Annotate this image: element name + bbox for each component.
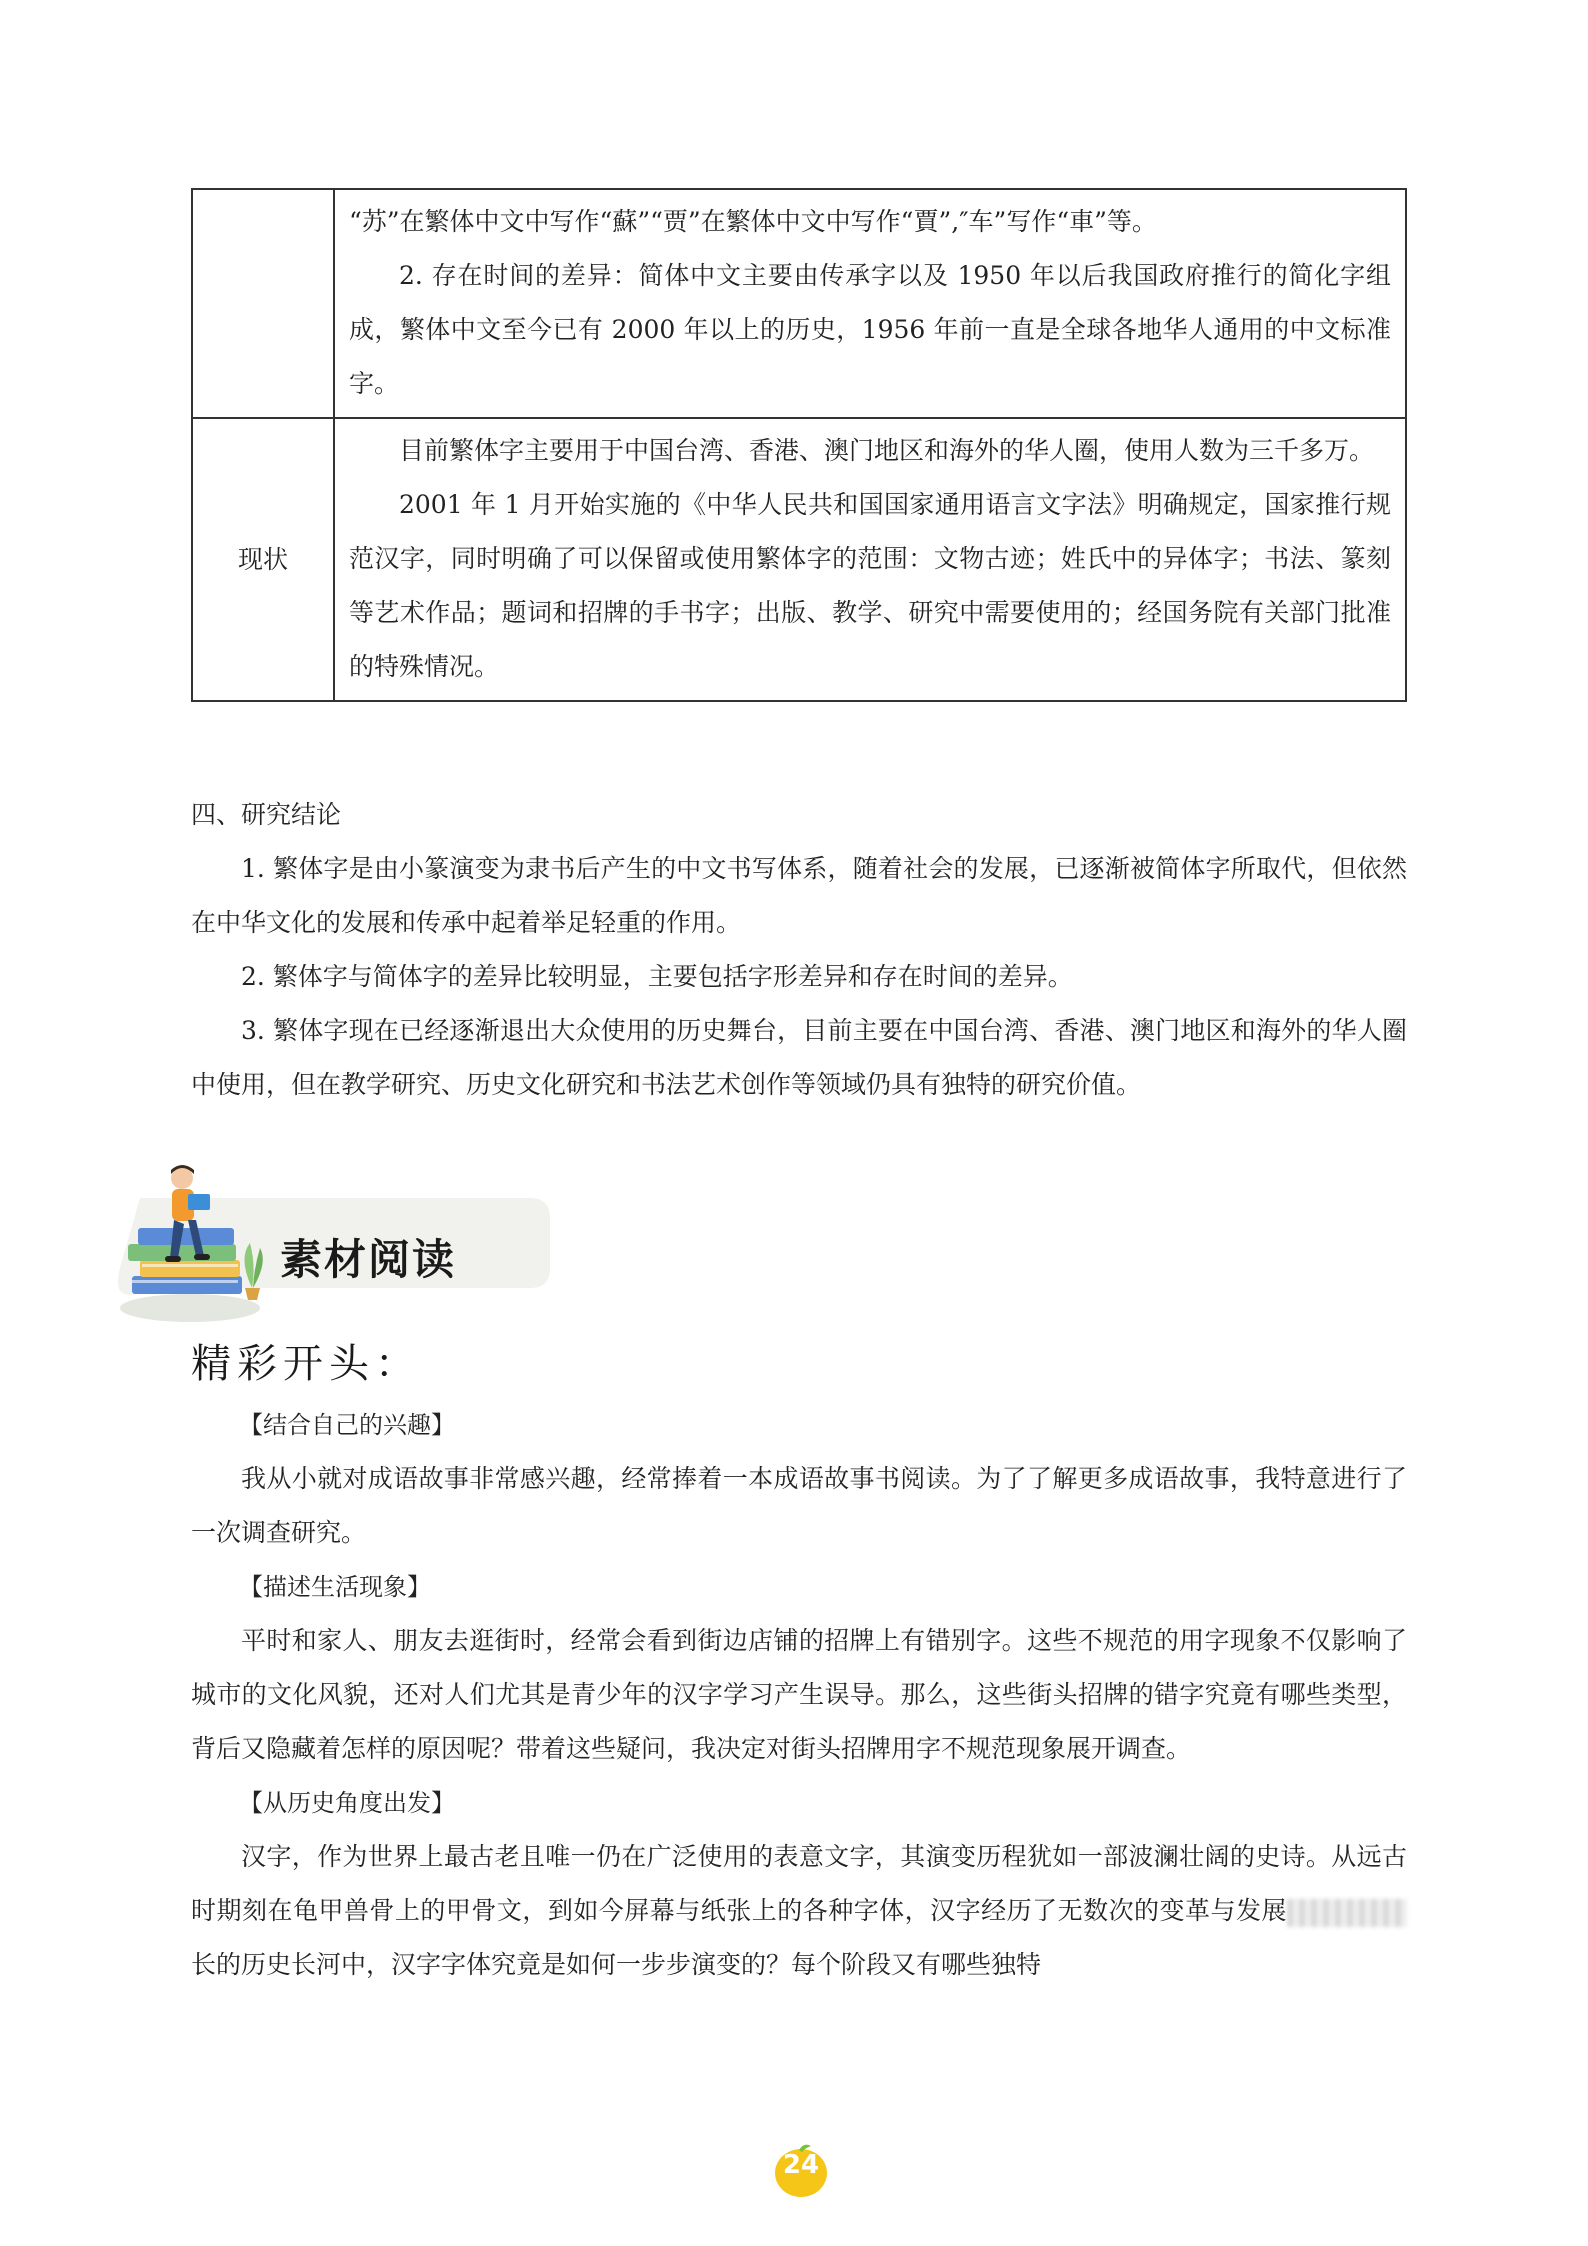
- section-heading: 四、研究结论: [191, 800, 342, 829]
- reading-text-before-blur: 汉字，作为世界上最古老且唯一仍在广泛使用的表意文字，其演变历程犹如一部波澜壮阔的史诗。从远古时期刻在龟甲兽骨上的甲骨文，到如今屏幕与纸张上的各种字体，汉字经历了无数次的变革与发展: [191, 1842, 1407, 1925]
- reading-section: [191, 1398, 1407, 1992]
- banner-title: 素材阅读: [280, 1235, 457, 1284]
- table-row-label: 现状: [192, 418, 334, 701]
- table-paragraph: 2. 存在时间的差异：简体中文主要由传承字以及 1950 年以后我国政府推行的简化字组成，繁体中文至今已有 2000 年以上的历史，1956 年前一直是全球各地华人通用的中文标准字。: [349, 261, 1391, 398]
- reading-tag: 【从历史角度出发】: [239, 1789, 455, 1817]
- conclusion-item: 2. 繁体字与简体字的差异比较明显，主要包括字形差异和存在时间的差异。: [241, 962, 1073, 991]
- table-row-content: [334, 418, 1406, 701]
- reading-paragraph: 我从小就对成语故事非常感兴趣，经常捧着一本成语故事书阅读。为了了解更多成语故事，我特意进行了一次调查研究。: [191, 1464, 1407, 1547]
- table-paragraph: 2001 年 1 月开始实施的《中华人民共和国国家通用语言文字法》明确规定，国家推行规范汉字，同时明确了可以保留或使用繁体字的范围：文物古迹；姓氏中的异体字；书法、篆刻等艺术作品；题词和招牌的手书字；出版、教学、研究中需要使用的；经国务院有关部门批准的特殊情况。: [349, 490, 1391, 681]
- table-row: [192, 418, 1406, 701]
- reading-paragraph: 平时和家人、朋友去逛街时，经常会看到街边店铺的招牌上有错别字。这些不规范的用字现象不仅影响了城市的文化风貌，还对人们尤其是青少年的汉字学习产生误导。那么，这些街头招牌的错字究竟有哪些类型，背后又隐藏着怎样的原因呢？带着这些疑问，我决定对街头招牌用字不规范现象展开调查。: [191, 1626, 1407, 1763]
- blurred-text-region: [1287, 1899, 1407, 1927]
- reading-text-after-blur: 长的历史长河中，汉字字体究竟是如何一步步演变的？每个阶段又有哪些独特: [191, 1950, 1042, 1979]
- books-icon: [128, 1228, 242, 1294]
- table-row-label: [192, 189, 334, 418]
- reading-paragraph: [191, 1830, 1407, 1992]
- table-paragraph: “苏”在繁体中文中写作“蘇”“贾”在繁体中文中写作“賈”,″车”写作“車”等。: [349, 207, 1157, 236]
- reading-subhead: 精彩开头：: [191, 1341, 421, 1387]
- table-paragraph: 目前繁体字主要用于中国台湾、香港、澳门地区和海外的华人圈，使用人数为三千多万。: [399, 436, 1375, 465]
- banner-shadow: [120, 1294, 260, 1322]
- comparison-table: [191, 188, 1407, 702]
- conclusion-item: 1. 繁体字是由小篆演变为隶书后产生的中文书写体系，随着社会的发展，已逐渐被简体字所取代，但依然在中华文化的发展和传承中起着举足轻重的作用。: [191, 854, 1407, 937]
- table-row: [192, 189, 1406, 418]
- conclusion-item: 3. 繁体字现在已经逐渐退出大众使用的历史舞台，目前主要在中国台湾、香港、澳门地区和海外的华人圈中使用，但在教学研究、历史文化研究和书法艺术创作等领域仍具有独特的研究价值。: [191, 1016, 1407, 1099]
- page-number: 24: [782, 2150, 820, 2180]
- reading-tag: 【描述生活现象】: [239, 1573, 431, 1601]
- reading-tag: 【结合自己的兴趣】: [239, 1411, 455, 1439]
- conclusions-section: [191, 788, 1407, 1112]
- table-row-content: [334, 189, 1406, 418]
